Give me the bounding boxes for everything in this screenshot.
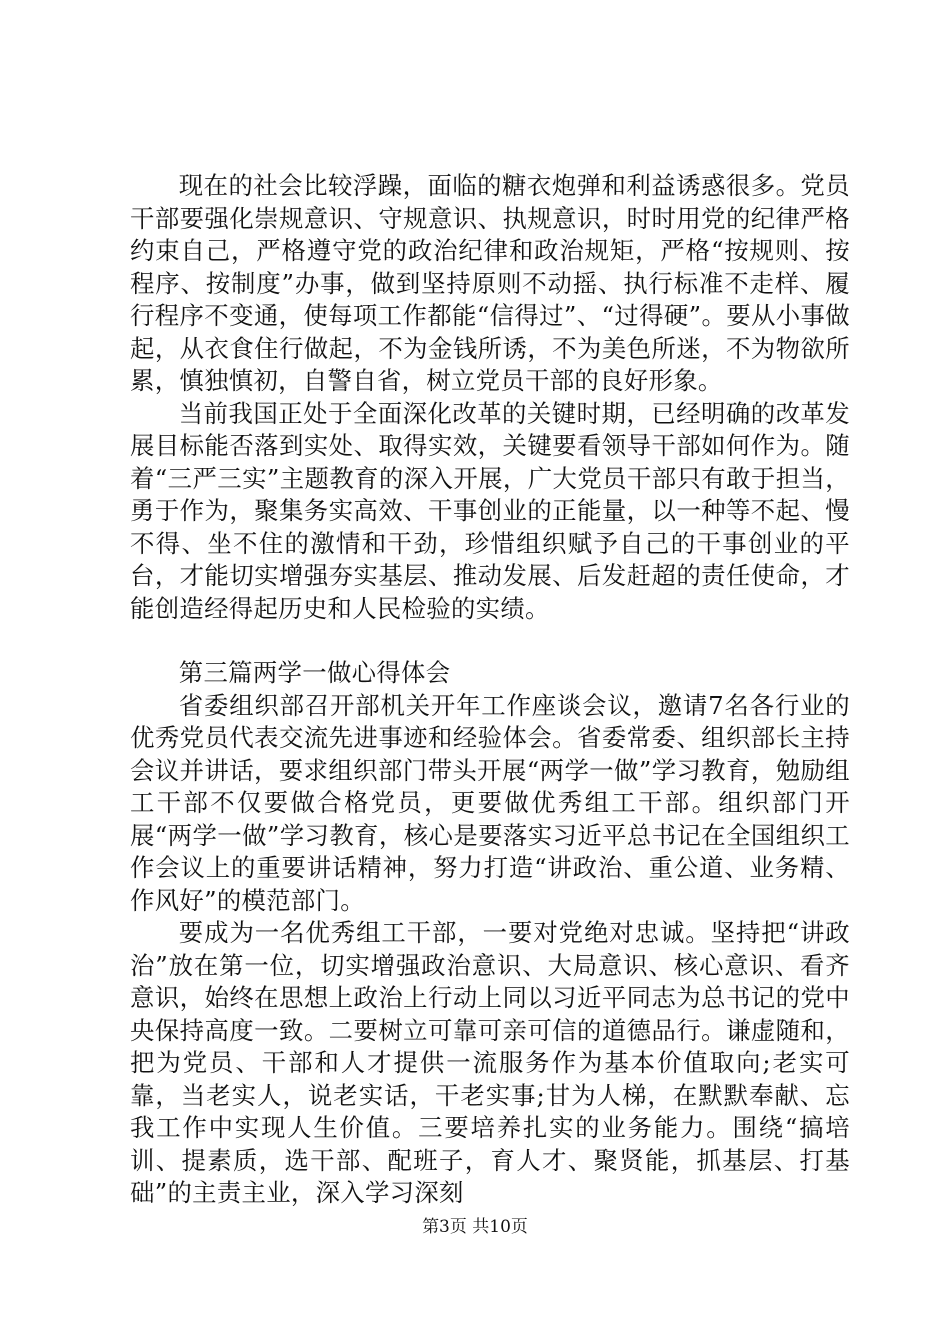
paragraph-discipline: 现在的社会比较浮躁，面临的糖衣炮弹和利益诱惑很多。党员干部要强化崇规意识、守规意识、执规意识，时时用党的纪律严格约束自己，严格遵守党的政治纪律和政治规矩，严格“按规则、按程序、按制度”办事，做到坚持原则不动摇、执行标准不走样、履行程序不变通，使每项工作都能“信得过”、“过得硬”。要从小事做起，从衣食住行做起，不为金钱所诱，不为美色所迷，不为物欲所累，慎独慎初，自警自省，树立党员干部的良好形象。 bbox=[130, 171, 850, 395]
document-body bbox=[130, 170, 850, 1210]
paragraph-excellence: 要成为一名优秀组工干部，一要对党绝对忠诚。坚持把“讲政治”放在第一位，切实增强政治意识、大局意识、核心意识、看齐意识，始终在思想上政治上行动上同以习近平同志为总书记的党中央保持高度一致。二要树立可靠可亲可信的道德品行。谦虚随和，把为党员、干部和人才提供一流服务作为基本价值取向;老实可靠，当老实人，说老实话，干老实事;甘为人梯，在默默奉献、忘我工作中实现人生价值。三要培养扎实的业务能力。围绕“搞培训、提素质，选干部、配班子，育人才、聚贤能，抓基层、打基础”的主责主业，深入学习深刻 bbox=[130, 918, 850, 1207]
paragraph-reform: 当前我国正处于全面深化改革的关键时期，已经明确的改革发展目标能否落到实处、取得实效，关键要看领导干部如何作为。随着“三严三实”主题教育的深入开展，广大党员干部只有敢于担当，勇于作为，聚集务实高效、干事创业的正能量，以一种等不起、慢不得、坐不住的激情和干劲，珍惜组织赋予自己的干事创业的平台，才能切实增强夯实基层、推动发展、后发赶超的责任使命，才能创造经得起历史和人民检验的实绩。 bbox=[130, 398, 850, 623]
page-number: 第3页 共10页 bbox=[422, 1217, 528, 1237]
section-title: 第三篇两学一做心得体会 bbox=[178, 658, 451, 687]
paragraph-meeting: 省委组织部召开部机关开年工作座谈会议，邀请7名各行业的优秀党员代表交流先进事迹和经验体会。省委常委、组织部长主持会议并讲话，要求组织部门带头开展“两学一做”学习教育，勉励组工干部不仅要做合格党员，更要做优秀组工干部。组织部门开展“两学一做”学习教育，核心是要落实习近平总书记在全国组织工作会议上的重要讲话精神，努力打造“讲政治、重公道、业务精、作风好”的模范部门。 bbox=[130, 690, 850, 915]
